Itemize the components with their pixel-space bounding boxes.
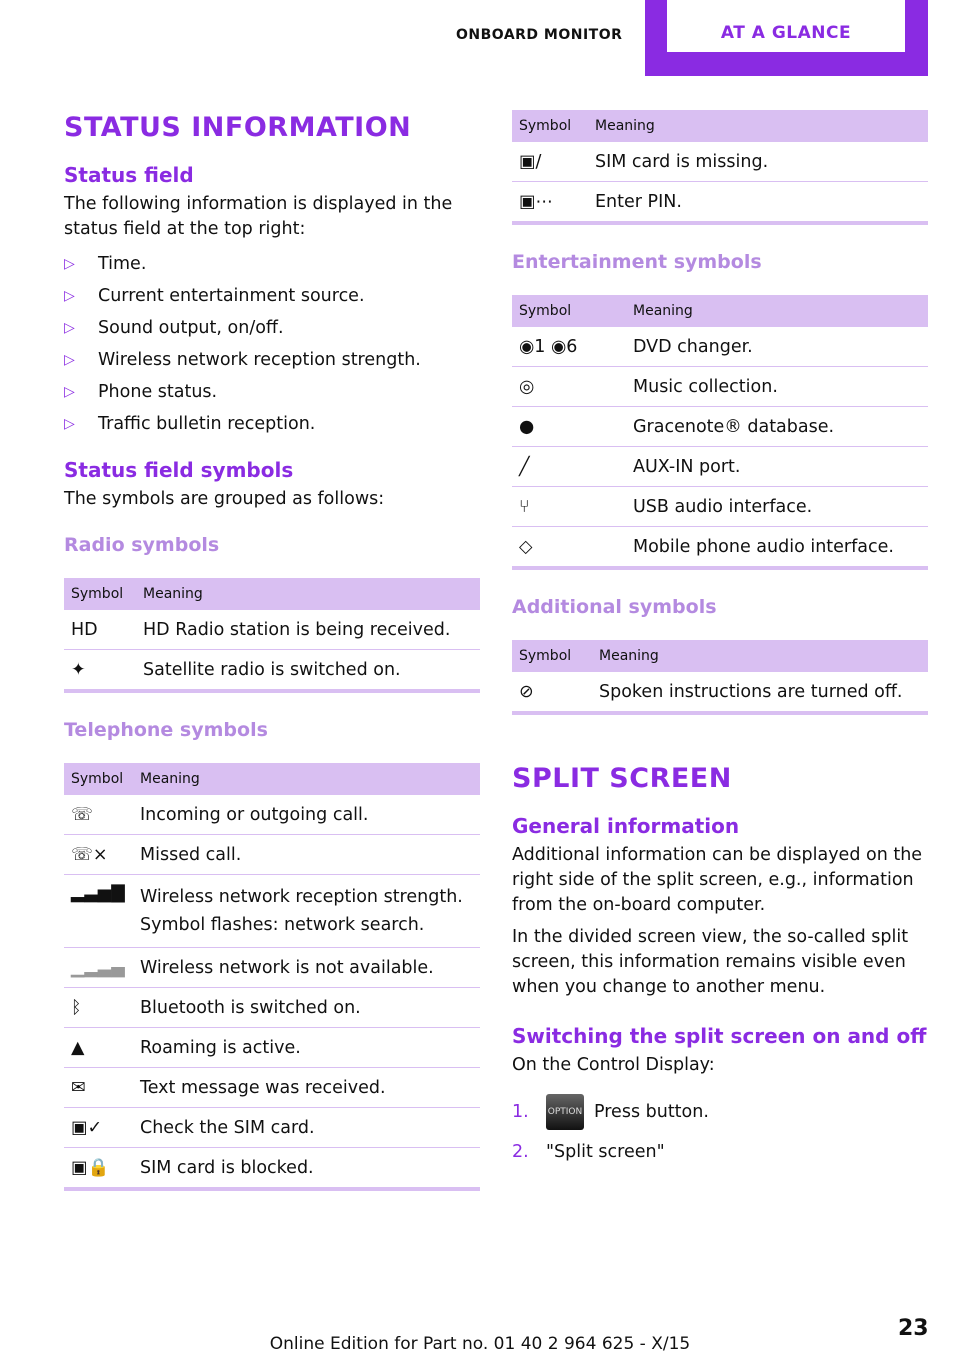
table-row: ⊘ Spoken instructions are turned off. xyxy=(512,672,928,713)
telephone-heading: Telephone symbols xyxy=(64,719,268,741)
header-tab xyxy=(645,0,928,76)
option-button-icon: OPTION xyxy=(546,1094,584,1130)
table-row: ● Gracenote® database. xyxy=(512,407,928,447)
switching-intro: On the Control Display: xyxy=(512,1055,715,1075)
triangle-bullet-icon: ▷ xyxy=(64,384,75,400)
dvd-changer-icon: ◉1 ◉6 xyxy=(519,336,578,357)
left-column xyxy=(64,112,480,1191)
column-header-meaning: Meaning xyxy=(626,295,928,327)
list-item: ▷ Wireless network reception strength. xyxy=(64,344,480,376)
radio-heading: Radio symbols xyxy=(64,534,220,556)
usb-icon: ⑂ xyxy=(512,487,626,527)
table-row: ✦ Satellite radio is switched on. xyxy=(64,650,480,692)
sim-missing-icon: ▣/ xyxy=(519,151,542,172)
table-row: ▣/ SIM card is missing. xyxy=(512,142,928,182)
table-row: ▂▃▅▇ Wireless network reception strength. Symbol flashes: network search. xyxy=(64,875,480,948)
hd-radio-icon: HD xyxy=(71,619,98,640)
entertainment-heading: Entertainment symbols xyxy=(512,251,762,273)
telephone-table-continued xyxy=(512,110,928,225)
status-heading: STATUS INFORMATION xyxy=(64,112,412,143)
bluetooth-icon: ᛒ xyxy=(64,988,133,1028)
table-row: ⑂ USB audio interface. xyxy=(512,487,928,527)
radio-table xyxy=(64,578,480,693)
missed-call-icon: ☏× xyxy=(64,835,133,875)
page-number: 23 xyxy=(898,1316,929,1341)
column-header-meaning: Meaning xyxy=(133,763,480,795)
mobile-audio-icon: ◇ xyxy=(512,527,626,569)
table-row: ✉ Text message was received. xyxy=(64,1068,480,1108)
music-collection-icon: ◎ xyxy=(512,367,626,407)
list-item: ▷ Current entertainment source. xyxy=(64,280,480,312)
column-header-symbol: Symbol xyxy=(512,640,592,672)
general-info-p2: In the divided screen view, the so-called split screen, this information remains visible even when you change to another menu. xyxy=(512,927,909,997)
sim-blocked-icon: ▣🔒 xyxy=(64,1148,133,1190)
column-header-symbol: Symbol xyxy=(64,578,136,610)
table-row: ◉1 ◉6 DVD changer. xyxy=(512,327,928,367)
column-header-symbol: Symbol xyxy=(64,763,133,795)
list-item: ▷ Time. xyxy=(64,248,480,280)
table-row: ▣✓ Check the SIM card. xyxy=(64,1108,480,1148)
triangle-bullet-icon: ▷ xyxy=(64,320,75,336)
aux-in-icon: ╱ xyxy=(512,447,626,487)
status-symbols-heading: Status field symbols xyxy=(64,458,294,482)
spoken-off-icon: ⊘ xyxy=(519,681,534,702)
triangle-bullet-icon: ▷ xyxy=(64,416,75,432)
sim-check-icon: ▣✓ xyxy=(64,1108,133,1148)
list-item: ▷ Sound output, on/off. xyxy=(64,312,480,344)
gracenote-icon: ● xyxy=(512,407,626,447)
footer-edition: Online Edition for Part no. 01 40 2 964 625 - X/15 xyxy=(269,1334,691,1354)
additional-heading: Additional symbols xyxy=(512,596,717,618)
signal-strength-icon: ▂▃▅▇ xyxy=(64,875,133,948)
status-list xyxy=(64,248,480,440)
column-header-meaning: Meaning xyxy=(592,640,928,672)
status-symbols-intro: The symbols are grouped as follows: xyxy=(64,489,385,509)
triangle-bullet-icon: ▷ xyxy=(64,352,75,368)
satellite-icon: ✦ xyxy=(64,650,136,692)
triangle-bullet-icon: ▷ xyxy=(64,288,75,304)
column-header-symbol: Symbol xyxy=(512,295,626,327)
table-row: HD HD Radio station is being received. xyxy=(64,610,480,650)
table-row: ◎ Music collection. xyxy=(512,367,928,407)
table-row: ▁▂▃▄ Wireless network is not available. xyxy=(64,948,480,988)
call-icon: ☏ xyxy=(71,804,93,825)
column-header-meaning: Meaning xyxy=(136,578,480,610)
list-item: ▷ Traffic bulletin reception. xyxy=(64,408,480,440)
switching-steps xyxy=(512,1088,928,1168)
roaming-icon: ▲ xyxy=(64,1028,133,1068)
table-row: ▲ Roaming is active. xyxy=(64,1028,480,1068)
enter-pin-icon: ▣⋯ xyxy=(512,182,588,224)
telephone-table xyxy=(64,763,480,1191)
table-row: ◇ Mobile phone audio interface. xyxy=(512,527,928,569)
triangle-bullet-icon: ▷ xyxy=(64,256,75,272)
status-field-heading: Status field xyxy=(64,163,194,187)
table-row: ☏× Missed call. xyxy=(64,835,480,875)
list-item: 1. OPTION Press button. xyxy=(512,1088,928,1136)
split-screen-heading: SPLIT SCREEN xyxy=(512,763,732,794)
table-row: ᛒ Bluetooth is switched on. xyxy=(64,988,480,1028)
list-item: 2. "Split screen" xyxy=(512,1142,665,1162)
right-column xyxy=(512,110,928,1168)
column-header-symbol: Symbol xyxy=(512,110,588,142)
general-info-p1: Additional information can be displayed on the right side of the split screen, e.g., information from the on-board computer. xyxy=(512,845,923,915)
list-item: ▷ Phone status. xyxy=(64,376,480,408)
header-section: ONBOARD MONITOR xyxy=(456,27,623,43)
table-row: ☏ Incoming or outgoing call. xyxy=(64,795,480,835)
additional-table xyxy=(512,640,928,715)
table-row: ▣🔒 SIM card is blocked. xyxy=(64,1148,480,1190)
general-info-heading: General information xyxy=(512,814,740,838)
header-tab-label: AT A GLANCE xyxy=(720,23,852,43)
status-field-intro: The following information is displayed in the status field at the top right: xyxy=(64,194,453,239)
table-row: ▣⋯ Enter PIN. xyxy=(512,182,928,224)
column-header-meaning: Meaning xyxy=(588,110,928,142)
message-icon: ✉ xyxy=(64,1068,133,1108)
entertainment-table xyxy=(512,295,928,570)
switching-heading: Switching the split screen on and off xyxy=(512,1024,927,1048)
no-network-icon: ▁▂▃▄ xyxy=(64,948,133,988)
table-row: ╱ AUX-IN port. xyxy=(512,447,928,487)
